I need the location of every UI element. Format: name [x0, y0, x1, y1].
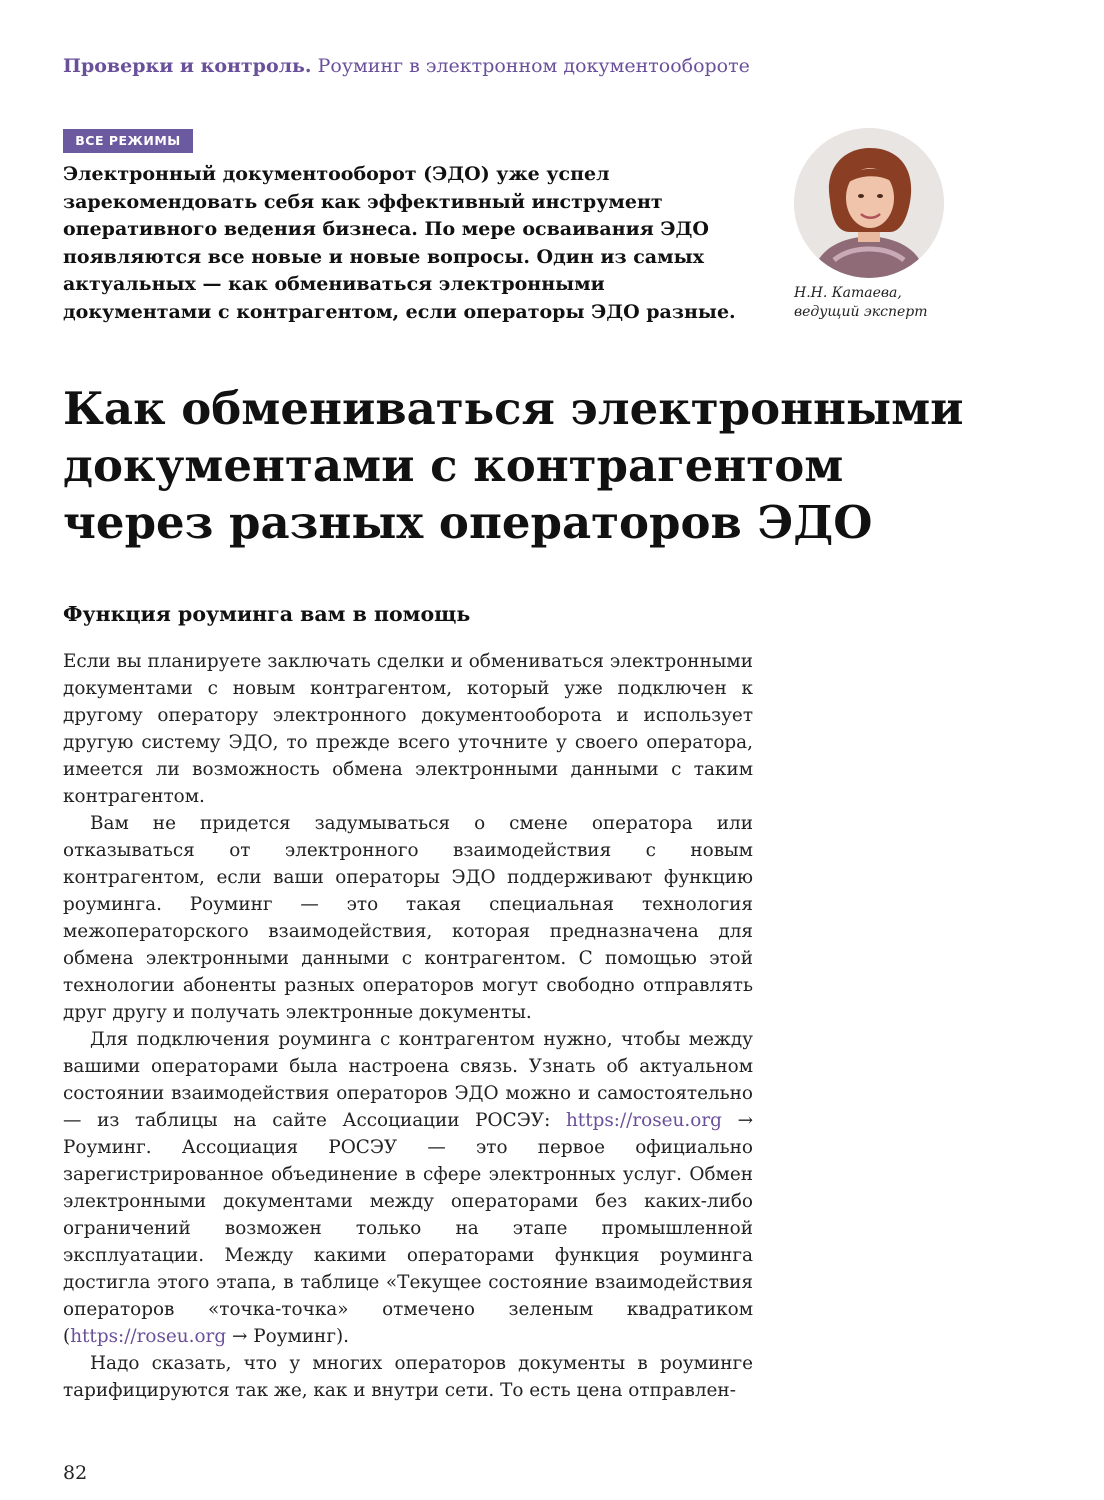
roseu-link[interactable]: https://roseu.org	[565, 1110, 722, 1131]
article-title	[63, 380, 964, 551]
author-photo	[794, 128, 944, 278]
body-text-run: → Роуминг. Ассоциация РОСЭУ — это первое официально зарегистрированное объединение в сфере электронных услуг. Обмен электронными документами между операторами без каких-либо ограничений возможен только на этапе промышленной эксплуатации. Между какими операторами функция роуминга достигла этого этапа, в таблице «Текущее состояние взаимодействия операторов «точка-точка» отмечено зеленым квадратиком (	[63, 1110, 753, 1347]
roseu-link[interactable]: https://roseu.org	[70, 1326, 227, 1347]
article-title-line: Как обмениваться электронными	[63, 382, 964, 435]
lead-paragraph: Электронный документооборот (ЭДО) уже успел зарекомендовать себя как эффективный инструмент оперативного ведения бизнеса. По мере осваивания ЭДО появляются все новые и новые вопросы. Один из самых актуальных — как обмениваться электронными документами с контрагентом, если операторы ЭДО разные.	[63, 163, 736, 323]
author-portrait-image	[794, 128, 944, 278]
regime-badge: ВСЕ РЕЖИМЫ	[63, 129, 193, 153]
running-head	[63, 55, 750, 77]
running-head-section: Проверки и контроль.	[63, 55, 312, 77]
body-paragraph	[63, 1026, 753, 1350]
body-paragraph: Надо сказать, что у многих операторов документы в роуминге тарифицируются так же, как и внутри сети. То есть цена отправлен-	[63, 1353, 753, 1401]
section-subheading: Функция роуминга вам в помощь	[63, 602, 471, 626]
article-title-line: документами с контрагентом	[63, 439, 844, 492]
author-role: ведущий эксперт	[794, 304, 928, 320]
body-text-run: → Роуминг).	[226, 1326, 349, 1347]
body-paragraph: Если вы планируете заключать сделки и обмениваться электронными документами с новым контрагентом, который уже подключен к другому оператору электронного документооборота и использует другую систему ЭДО, то прежде всего уточните у своего оператора, имеется ли возможность обмена электронными данными с таким контрагентом.	[63, 651, 753, 807]
body-text-run: Для подключения роуминга с контрагентом нужно, чтобы между вашими операторами была настроена связь. Узнать об актуальном состоянии взаимодействия операторов ЭДО можно и самостоятельно — из таблицы на сайте Ассоциации РОСЭУ:	[63, 1029, 753, 1131]
article-title-line: через разных операторов ЭДО	[63, 496, 873, 549]
article-body	[63, 648, 753, 1404]
running-head-topic: Роуминг в электронном документообороте	[317, 55, 750, 77]
author-name: Н.Н. Катаева,	[794, 285, 902, 301]
author-caption	[794, 284, 928, 322]
body-paragraph: Вам не придется задумываться о смене оператора или отказываться от электронного взаимодействия с новым контрагентом, если ваши операторы ЭДО поддерживают функцию роуминга. Роуминг — это такая специальная технология межоператорского взаимодействия, которая предназначена для обмена электронными данными с контрагентом. С помощью этой технологии абоненты разных операторов могут свободно отправлять друг другу и получать электронные документы.	[63, 813, 753, 1023]
page-number: 82	[63, 1462, 88, 1484]
